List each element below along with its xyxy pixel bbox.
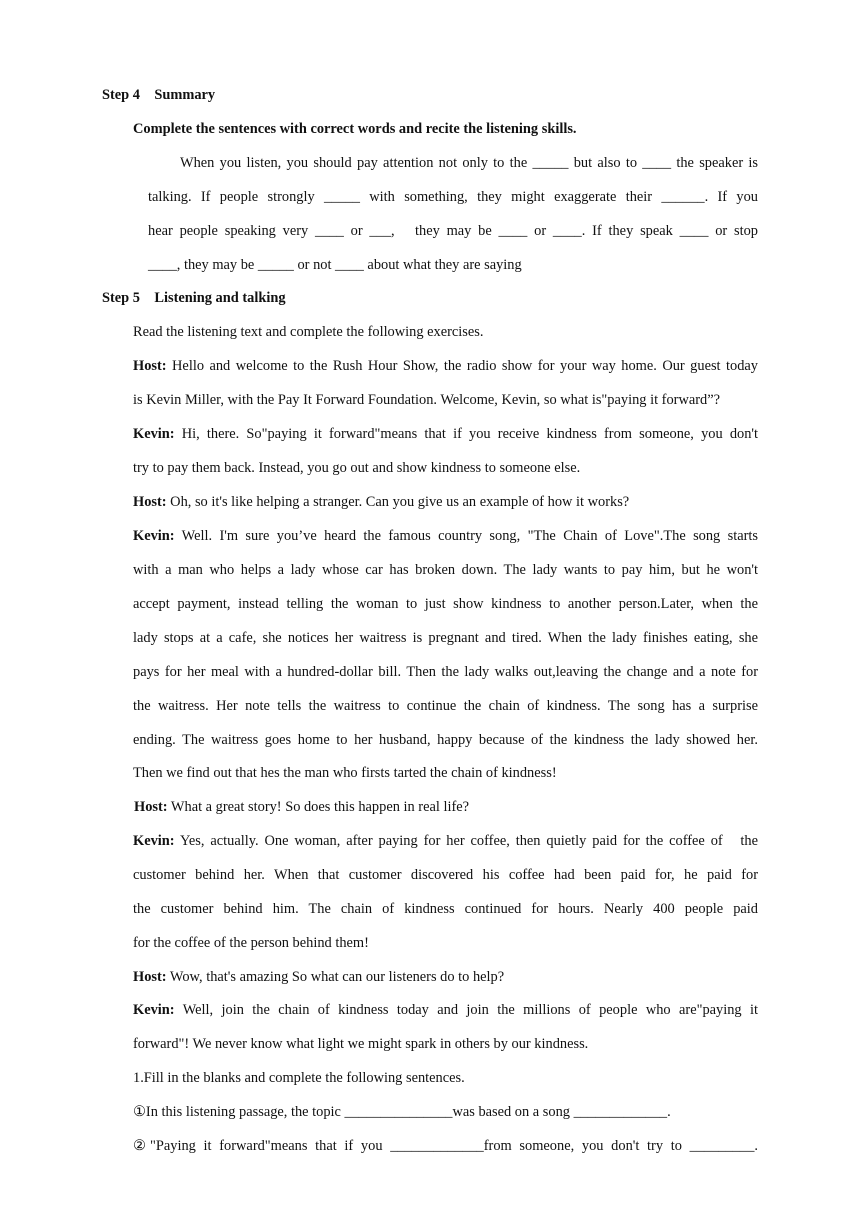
- summary-line-2: talking. If people strongly _____ with something, they might exaggerate their ______. If you: [148, 189, 758, 205]
- dialogue-text: try to pay them back. Instead, you go out and show kindness to someone else.: [133, 460, 581, 476]
- step5-heading: Step 5 Listening and talking: [102, 290, 286, 306]
- dialogue-text: with a man who helps a lady whose car has broken down. The lady wants to pay him, but he won't: [133, 562, 758, 578]
- dialogue-text: Hello and welcome to the Rush Hour Show, the radio show for your way home. Our guest today: [166, 358, 758, 374]
- dialogue-text: lady stops at a cafe, she notices her waitress is pregnant and tired. When the lady finishes eating, she: [133, 630, 758, 646]
- dialogue-text: Yes, actually. One woman, after paying for her coffee, then quietly paid for the coffee of the: [174, 833, 758, 849]
- dialogue-text: forward"! We never know what light we might spark in others by our kindness.: [133, 1036, 589, 1052]
- dialogue-line: [133, 832, 758, 850]
- exercise-title: 1.Fill in the blanks and complete the following sentences.: [133, 1070, 465, 1086]
- dialogue-text: Hi, there. So"paying it forward"means that if you receive kindness from someone, you don't: [174, 426, 758, 442]
- dialogue-text: customer behind her. When that customer discovered his coffee had been paid for, he paid for: [133, 867, 758, 883]
- dialogue-line: [133, 968, 504, 986]
- dialogue-line: [133, 934, 369, 952]
- dialogue-line: [133, 561, 758, 579]
- dialogue-text: Well, join the chain of kindness today and join the millions of people who are"paying it: [174, 1002, 758, 1018]
- dialogue-line: [133, 764, 557, 782]
- dialogue-line: [133, 663, 758, 681]
- exercise-item-2: ②"Paying it forward"means that if you _____________from someone, you don't try to _________.: [133, 1138, 758, 1154]
- dialogue-line: [133, 629, 758, 647]
- dialogue-text: the waitress. Her note tells the waitress to continue the chain of kindness. The song has a surprise: [133, 698, 758, 714]
- dialogue-line: [133, 1035, 588, 1053]
- dialogue-line: [133, 866, 758, 884]
- speaker-label: Kevin:: [133, 833, 175, 849]
- dialogue-line: [133, 697, 758, 715]
- dialogue-line: [133, 1001, 758, 1019]
- dialogue-text: ending. The waitress goes home to her husband, happy because of the kindness the lady showed her.: [133, 732, 758, 748]
- speaker-label: Host:: [133, 494, 167, 510]
- dialogue-line: [133, 527, 758, 545]
- dialogue-line: [133, 595, 758, 613]
- dialogue-line: [133, 900, 758, 918]
- dialogue-text: pays for her meal with a hundred-dollar bill. Then the lady walks out,leaving the change and a note for: [133, 664, 758, 680]
- dialogue-line: [133, 357, 758, 375]
- dialogue-text: accept payment, instead telling the woman to just show kindness to another person.Later, when the: [133, 596, 758, 612]
- exercise-item-1: ①In this listening passage, the topic _______________was based on a song _____________.: [133, 1104, 671, 1120]
- step4-instruction: Complete the sentences with correct words and recite the listening skills.: [133, 121, 577, 137]
- dialogue-text: What a great story! So does this happen in real life?: [167, 799, 470, 815]
- step5-intro: Read the listening text and complete the following exercises.: [133, 324, 484, 340]
- dialogue-line: [133, 459, 580, 477]
- dialogue-text: Wow, that's amazing So what can our listeners do to help?: [166, 969, 505, 985]
- dialogue-line: [134, 798, 469, 816]
- speaker-label: Kevin:: [133, 528, 175, 544]
- dialogue-line: [133, 731, 758, 749]
- step4-heading: Step 4 Summary: [102, 87, 216, 103]
- speaker-label: Kevin:: [133, 1002, 175, 1018]
- dialogue-line: [133, 391, 720, 409]
- dialogue-text: is Kevin Miller, with the Pay It Forward Foundation. Welcome, Kevin, so what is"paying it forward”?: [133, 392, 720, 408]
- summary-line-1: When you listen, you should pay attention not only to the _____ but also to ____ the speaker is: [180, 155, 758, 171]
- speaker-label: Host:: [134, 799, 168, 815]
- dialogue-text: Well. I'm sure you’ve heard the famous country song, "The Chain of Love".The song starts: [174, 528, 758, 544]
- dialogue-line: [133, 493, 629, 511]
- speaker-label: Host:: [133, 969, 167, 985]
- summary-line-3: hear people speaking very ____ or ___, they may be ____ or ____. If they speak ____ or stop: [148, 223, 758, 239]
- speaker-label: Kevin:: [133, 426, 175, 442]
- speaker-label: Host:: [133, 358, 167, 374]
- summary-line-4: ____, they may be _____ or not ____ about what they are saying: [148, 257, 522, 273]
- dialogue-text: Oh, so it's like helping a stranger. Can you give us an example of how it works?: [166, 494, 630, 510]
- dialogue-text: the customer behind him. The chain of kindness continued for hours. Nearly 400 people paid: [133, 901, 758, 917]
- dialogue-text: for the coffee of the person behind them!: [133, 935, 369, 951]
- dialogue-text: Then we find out that hes the man who firsts tarted the chain of kindness!: [133, 765, 557, 781]
- dialogue-line: [133, 425, 758, 443]
